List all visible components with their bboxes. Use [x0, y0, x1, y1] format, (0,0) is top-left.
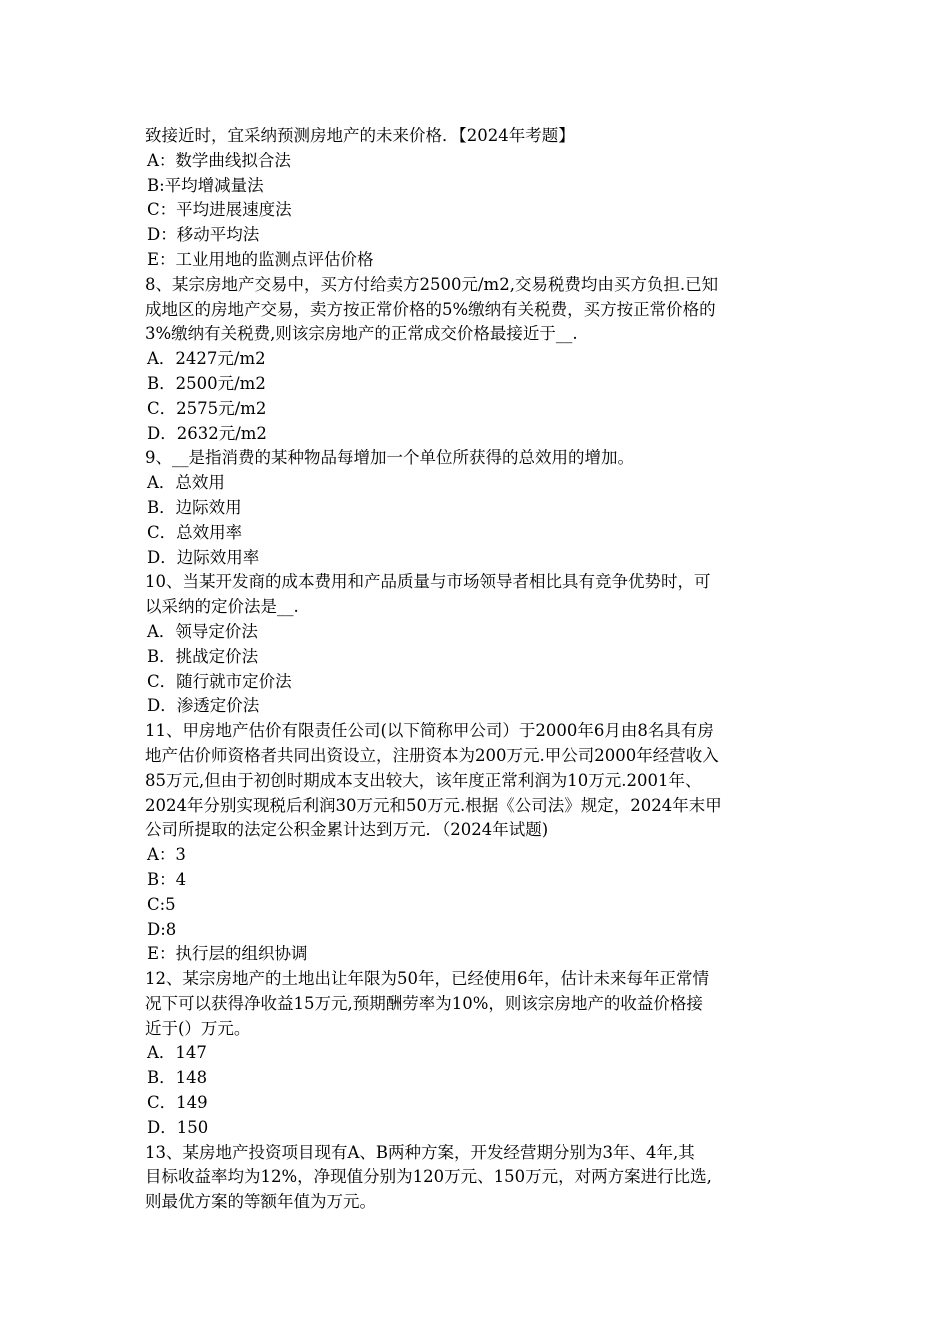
question-text-line: 11、甲房地产估价有限责任公司(以下简称甲公司）于2000年6月由8名具有房 [145, 721, 714, 741]
question-text-line: 况下可以获得净收益15万元,预期酬劳率为10%，则该宗房地产的收益价格接 [145, 993, 703, 1013]
answer-option-line: C．随行就市定价法 [147, 671, 292, 691]
answer-option-line: C．2575元/m2 [147, 398, 267, 418]
question-text-line: 近于(）万元。 [145, 1018, 251, 1038]
question-text-line: 12、某宗房地产的土地出让年限为50年，已经使用6年，估计未来每年正常情 [145, 969, 709, 989]
answer-option-line: B．边际效用 [147, 497, 242, 517]
question-text-line: 公司所提取的法定公积金累计达到万元．（2024年试题) [145, 820, 549, 840]
answer-option-line: C．149 [147, 1093, 208, 1113]
answer-option-line: B:平均增减量法 [147, 175, 264, 195]
answer-option-line: A．147 [147, 1043, 207, 1063]
question-text-line: 8、某宗房地产交易中，买方付给卖方2500元/m2,交易税费均由买方负担.已知 [145, 274, 719, 294]
answer-option-line: B：4 [147, 869, 187, 889]
answer-option-line: D．边际效用率 [147, 547, 260, 567]
answer-option-line: C．总效用率 [147, 522, 243, 542]
answer-option-line: D．150 [147, 1117, 209, 1137]
question-text-line: 9、__是指消费的某种物品每增加一个单位所获得的总效用的增加。 [145, 448, 634, 468]
answer-option-line: B．148 [147, 1068, 208, 1088]
answer-option-line: A．总效用 [147, 473, 225, 493]
answer-option-line: D．渗透定价法 [147, 696, 260, 716]
answer-option-line: A．领导定价法 [147, 621, 258, 641]
question-text-line: 85万元,但由于初创时期成本支出较大，该年度正常利润为10万元.2001年、 [145, 770, 702, 790]
question-text-line: 地产估价师资格者共同出资设立，注册资本为200万元.甲公司2000年经营收入 [145, 745, 719, 765]
question-text-line: 2024年分别实现税后利润30万元和50万元.根据《公司法》规定，2024年末甲 [145, 795, 722, 815]
question-text-line: 致接近时，宜采纳预测房地产的未来价格．【2024年考题】 [145, 126, 575, 145]
question-text-line: 3%缴纳有关税费,则该宗房地产的正常成交价格最接近于__. [145, 324, 578, 344]
question-text-line: 以采纳的定价法是__. [145, 597, 299, 617]
answer-option-line: A：3 [147, 845, 186, 865]
answer-option-line: C：平均进展速度法 [147, 200, 292, 220]
answer-option-line: E：执行层的组织协调 [147, 944, 308, 964]
answer-option-line: E：工业用地的监测点评估价格 [147, 249, 374, 269]
question-text-line: 13、某房地产投资项目现有A、B两种方案，开发经营期分别为3年、4年,其 [145, 1142, 695, 1162]
answer-option-line: C:5 [147, 894, 176, 914]
question-text-line: 10、当某开发商的成本费用和产品质量与市场领导者相比具有竞争优势时，可 [145, 572, 711, 592]
answer-option-line: D．2632元/m2 [147, 423, 267, 443]
answer-option-line: A：数学曲线拟合法 [147, 150, 291, 170]
question-text-line: 则最优方案的等额年值为万元。 [145, 1192, 376, 1212]
document-page [145, 124, 825, 1215]
question-text-line: 成地区的房地产交易，卖方按正常价格的5%缴纳有关税费，买方按正常价格的 [145, 299, 716, 319]
answer-option-line: B．挑战定价法 [147, 646, 259, 666]
question-text-line: 目标收益率均为12%，净现值分别为120万元、150万元，对两方案进行比选, [145, 1167, 712, 1187]
answer-option-line: D:8 [147, 919, 177, 939]
answer-option-line: B．2500元/m2 [147, 373, 266, 393]
answer-option-line: D：移动平均法 [147, 225, 260, 245]
answer-option-line: A．2427元/m2 [147, 349, 266, 369]
